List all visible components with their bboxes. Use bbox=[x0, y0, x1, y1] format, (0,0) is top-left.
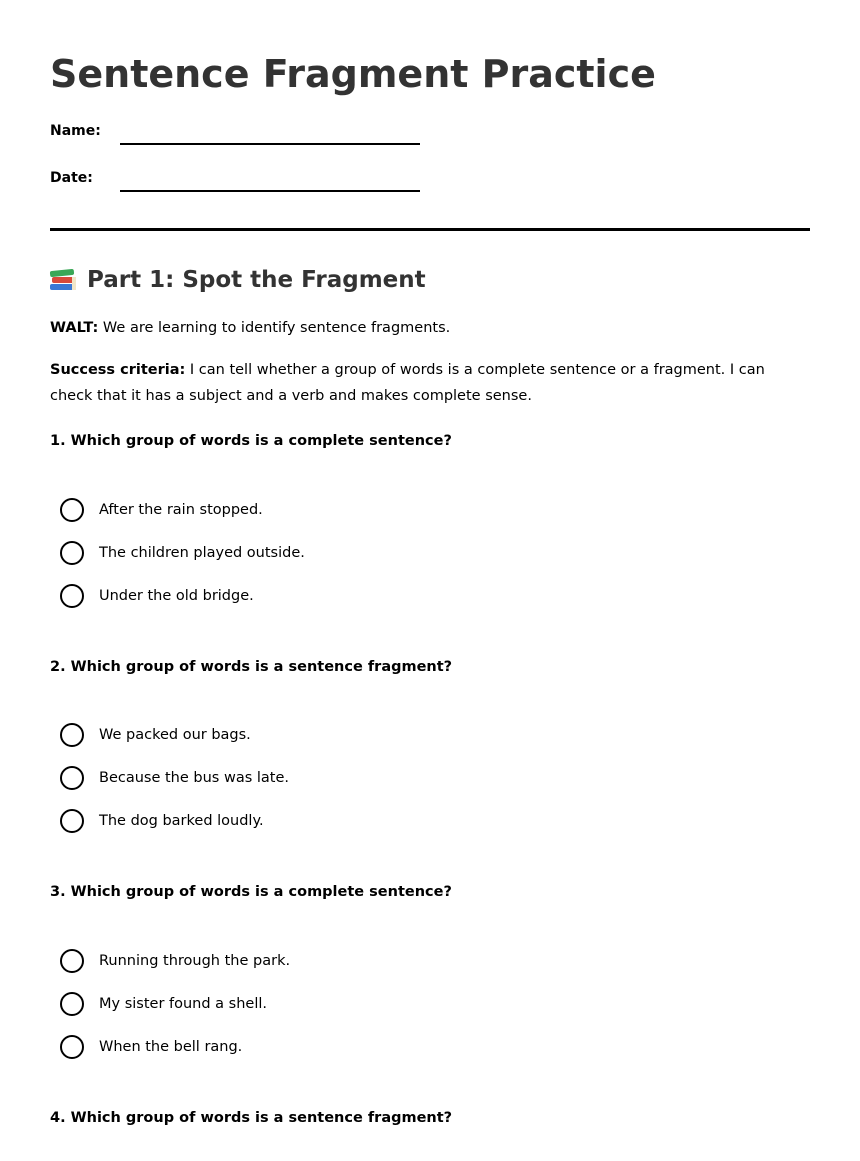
radio-button[interactable] bbox=[60, 541, 84, 565]
name-field-row bbox=[50, 121, 430, 151]
date-label: Date: bbox=[50, 170, 93, 186]
option-label: We packed our bags. bbox=[99, 727, 251, 743]
radio-button[interactable] bbox=[60, 723, 84, 747]
option-label: Because the bus was late. bbox=[99, 770, 290, 786]
success-criteria bbox=[50, 357, 810, 409]
question-3: 3. Which group of words is a complete sentence? bbox=[50, 884, 452, 900]
radio-button[interactable] bbox=[60, 766, 84, 790]
question-1-option-2[interactable] bbox=[60, 540, 305, 566]
walt-statement bbox=[50, 315, 810, 341]
name-label: Name: bbox=[50, 123, 101, 139]
radio-button[interactable] bbox=[60, 949, 84, 973]
date-input-line[interactable] bbox=[120, 190, 420, 192]
question-1: 1. Which group of words is a complete sentence? bbox=[50, 433, 452, 449]
question-4: 4. Which group of words is a sentence fragment? bbox=[50, 1110, 453, 1126]
option-label: After the rain stopped. bbox=[99, 502, 263, 518]
books-icon bbox=[50, 268, 76, 292]
walt-text: We are learning to identify sentence fragments. bbox=[102, 320, 451, 336]
section-heading-text: Part 1: Spot the Fragment bbox=[87, 267, 426, 293]
question-3-option-1[interactable] bbox=[60, 948, 290, 974]
question-3-option-2[interactable] bbox=[60, 991, 267, 1017]
option-label: The children played outside. bbox=[99, 545, 305, 561]
page-title: Sentence Fragment Practice bbox=[50, 52, 656, 96]
question-2-option-2[interactable] bbox=[60, 765, 289, 791]
date-field-row bbox=[50, 168, 430, 198]
radio-button[interactable] bbox=[60, 498, 84, 522]
walt-label: WALT: bbox=[50, 320, 99, 336]
option-label: Under the old bridge. bbox=[99, 588, 254, 604]
option-label: Running through the park. bbox=[99, 953, 291, 969]
radio-button[interactable] bbox=[60, 1035, 84, 1059]
question-1-option-3[interactable] bbox=[60, 583, 254, 609]
radio-button[interactable] bbox=[60, 584, 84, 608]
radio-button[interactable] bbox=[60, 809, 84, 833]
question-2-option-1[interactable] bbox=[60, 722, 251, 748]
name-input-line[interactable] bbox=[120, 143, 420, 145]
question-2: 2. Which group of words is a sentence fragment? bbox=[50, 659, 453, 675]
success-criteria-label: Success criteria: bbox=[50, 362, 186, 378]
success-criteria-text: I can tell whether a group of words is a complete sentence or a fragment. I can check that it has a subject and a verb and makes complete sense. bbox=[50, 362, 765, 404]
option-label: When the bell rang. bbox=[99, 1039, 243, 1055]
radio-button[interactable] bbox=[60, 992, 84, 1016]
question-3-option-3[interactable] bbox=[60, 1034, 242, 1060]
question-1-option-1[interactable] bbox=[60, 497, 263, 523]
section-heading-part1 bbox=[50, 264, 426, 296]
option-label: My sister found a shell. bbox=[99, 996, 268, 1012]
header-divider bbox=[50, 228, 810, 231]
question-2-option-3[interactable] bbox=[60, 808, 264, 834]
option-label: The dog barked loudly. bbox=[99, 813, 264, 829]
